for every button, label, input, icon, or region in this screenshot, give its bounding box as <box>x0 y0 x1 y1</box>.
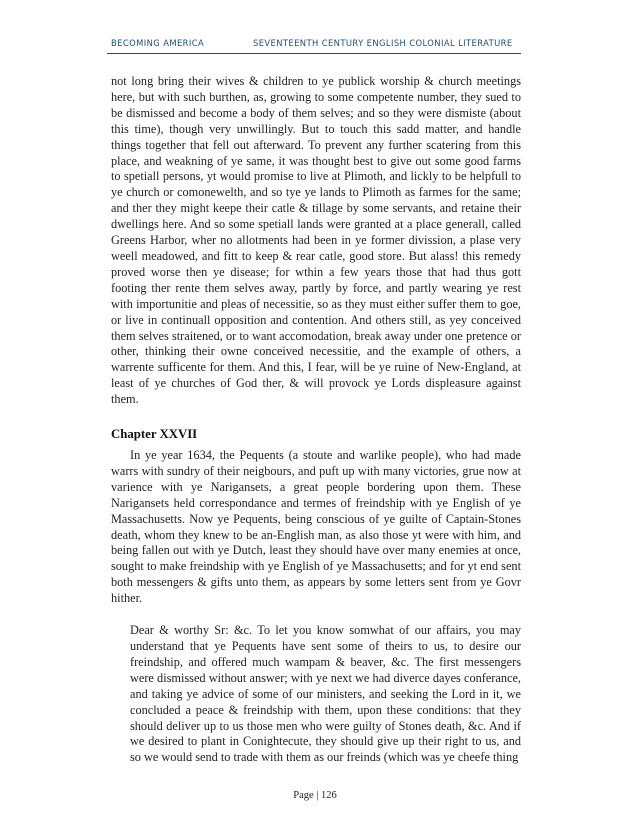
header-section-title: SEVENTEENTH CENTURY ENGLISH COLONIAL LITERATURE <box>253 38 513 48</box>
header-rule <box>107 53 521 54</box>
body-text <box>111 74 521 766</box>
paragraph-continued: not long bring their wives & children to ye publick worship & church meetings here, but with such burthen, as, growing to some competente number, they sued to be dismissed and become a body of them selves; and so they were dismiste (about this time), though very unwillingly. But to touch this sadd matter, and handle things together that fell out afterward. To prevent any further scatering from this place, and weakning of ye same, it was thought best to give out some good farms to spetiall persons, yt would promise to live at Plimoth, and lickly to be helpfull to ye church or comonewelth, and so tye ye lands to Plimoth as farmes for the same; and ther they might keepe their catle & tillage by some servants, and retaine their dwellings here. And so some spetiall lands were granted at a place generall, called Greens Harbor, wher no allotments had been in ye former divission, a plase very weell meadowed, and fitt to keep & rear catle, good store. But alass! this remedy proved worse then ye disease; for wthin a few years those that had thus gott footing ther rente them selves away, partly by force, and partly wearing ye rest with importunitie and pleas of necessitie, so as they must either suffer them to goe, or live in continuall opposition and contention. And others still, as yey conceived them selves straitened, or to want accomodation, break away under one pretence or other, thinking their owne conceived necessitie, and the example of others, a warrente sufficente for them. And this, I fear, will be ye ruine of New-England, at least of ye churches of God ther, & will provock ye Lords displeasure against them. <box>111 74 521 407</box>
paragraph-pequents: In ye year 1634, the Pequents (a stoute and warlike people), who had made warrs with sundry of their neigbours, and puft up with many victories, grue now at varience with ye Narigansets, a great people bordering upon them. These Narigansets held correspondance and termes of freindship with ye English of ye Massachusetts. Now ye Pequents, being conscious of ye guilte of Captain-Stones death, whom they knew to be an-English man, as also those yt were with him, and being fallen out with ye Dutch, least they should have over many enemies at once, sought to make freindship with ye English of ye Massachusetts; and for yt end sent both messengers & gifts unto them, as appears by some letters sent from ye Govr hither. <box>111 448 521 606</box>
running-header <box>111 38 521 48</box>
chapter-heading: Chapter XXVII <box>111 427 198 442</box>
quote-text: Dear & worthy Sr: &c. To let you know somwhat of our affairs, you may understand that ye Pequents have sent some of theirs to us, to desire our freindship, and offered much wampam & beaver, &c. The first messengers were dismissed without answer; with ye next we had diverce dayes conferance, and taking ye advice of some of our ministers, and seeking the Lord in it, we concluded a peace & freindship with them, upon these conditions: that they should deliver up to us those men who were guilty of Stones death, &c. And if we desired to plant in Conightecute, they should give up their right to us, and so we would send to trade with them as our freinds (which was ye cheefe thing <box>130 623 521 765</box>
page-number: Page | 126 <box>293 790 337 801</box>
header-book-title: BECOMING AMERICA <box>111 38 205 48</box>
letter-quote <box>130 623 521 766</box>
